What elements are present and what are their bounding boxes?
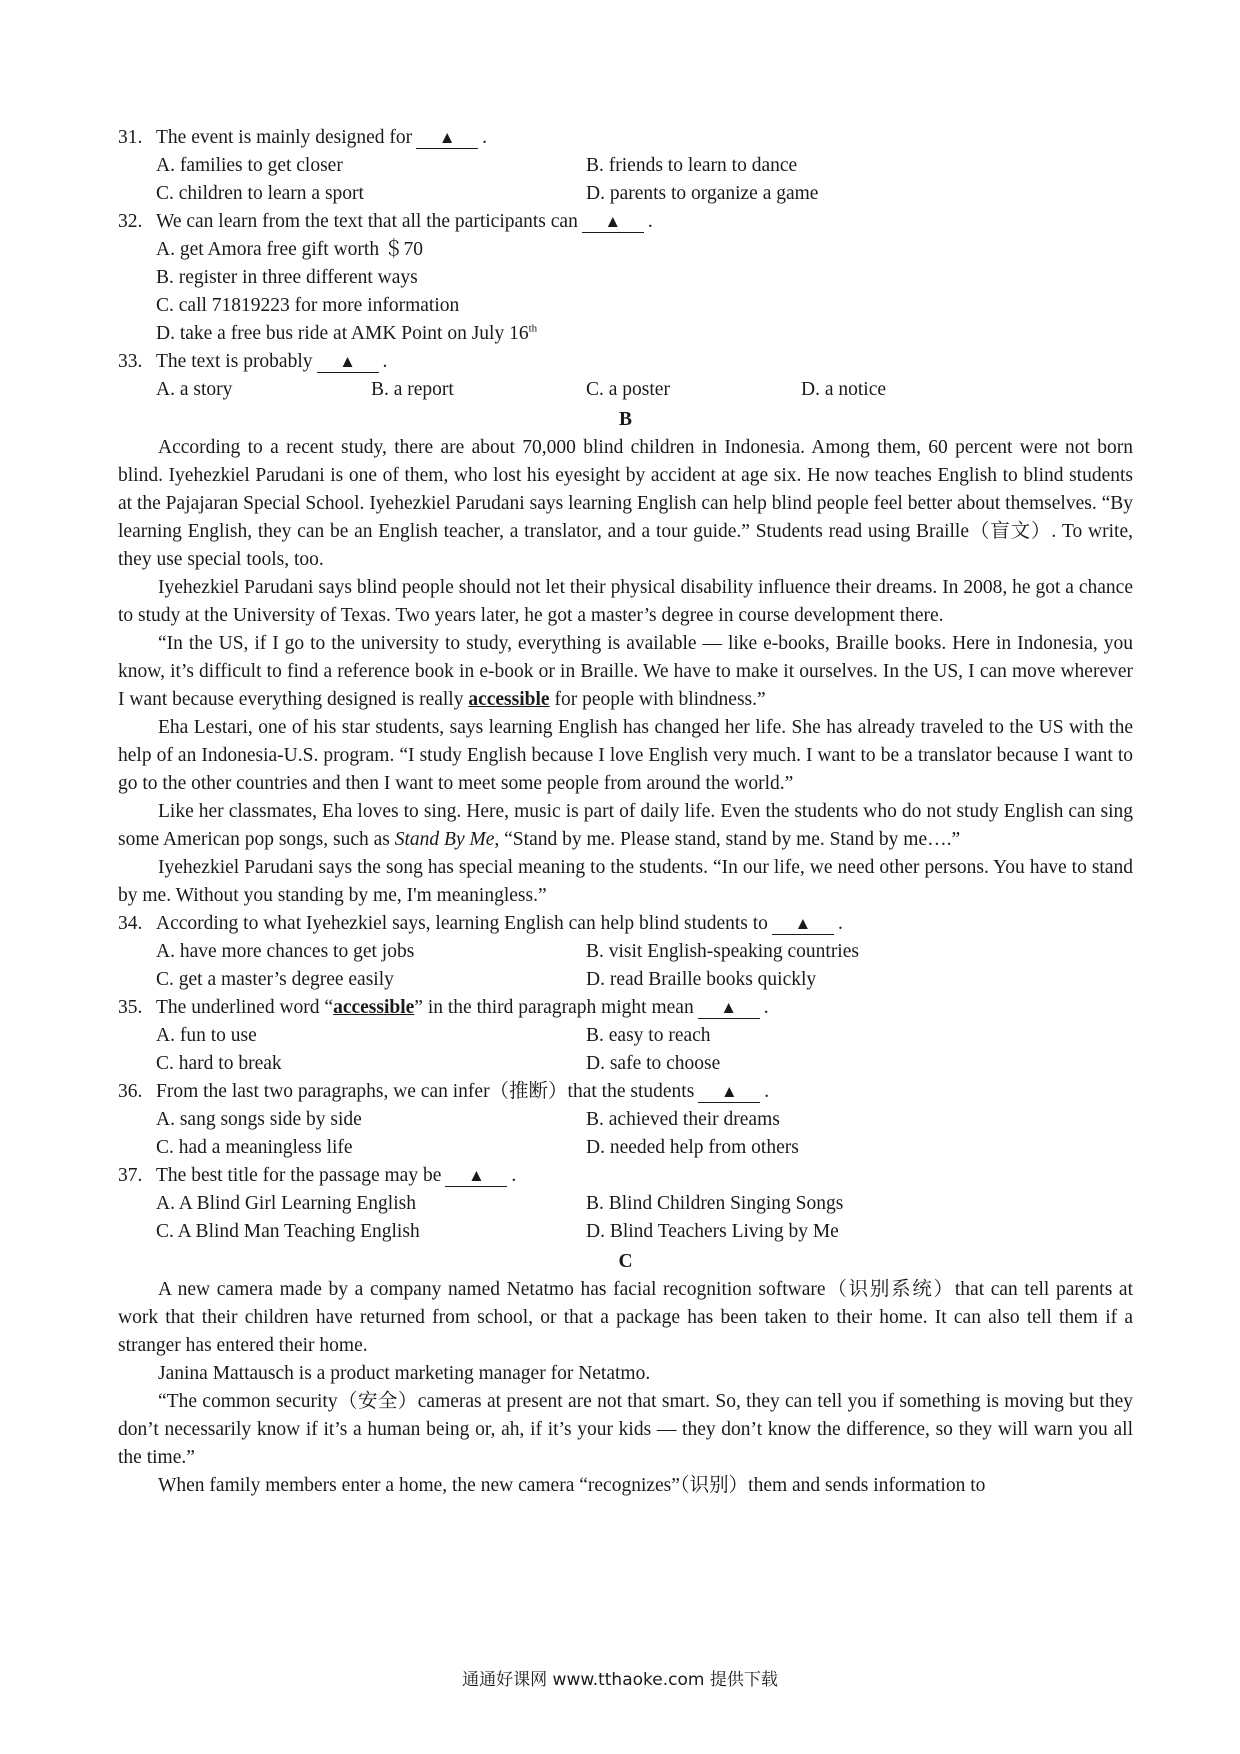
triangle-icon: ▲ [604,212,622,231]
option-b: B. easy to reach [586,1025,711,1046]
song-title: Stand By Me [394,829,495,850]
option-d: D. needed help from others [586,1137,799,1158]
option-a: A. have more chances to get jobs [156,941,415,962]
answer-blank [698,998,760,1019]
option-d: D. safe to choose [586,1053,721,1074]
option-c: C. had a meaningless life [156,1137,353,1158]
question-number: 32. [118,211,143,232]
question-number: 34. [118,913,143,934]
question-stem: The best title for the passage may be ▲ . [156,1165,517,1186]
question-stem: From the last two paragraphs, we can infer（推断）that the students ▲ . [156,1081,770,1102]
page-footer: 通通好课网 www.tthaoke.com 提供下载 [462,1670,778,1690]
option-d: D. a notice [801,379,887,400]
passage-paragraph: Iyehezkiel Parudani says blind people should not let their physical disability influence their dreams. In 2008, he got a chance to study at the University of Texas. Two years later, he got a master’s degree in course development there. [118,577,1133,626]
passage-paragraph: According to a recent study, there are about 70,000 blind children in Indonesia. Among them, 60 percent were not born blind. Iyehezkiel Parudani is one of them, who lost his eyesight by accident at age six. He now teaches English to blind students at the Pajajaran Special School. Iyehezkiel Parudani says learning English can help blind people feel better about themselves. “By learning English, they can be an English teacher, a translator, and a tour guide.” Students read using Braille（盲文）. To write, they use special tools, too. [118,437,1133,570]
underlined-word: accessible [333,997,415,1018]
answer-blank [445,1166,507,1187]
option-a: A. sang songs side by side [156,1109,362,1130]
option-a: A. A Blind Girl Learning English [156,1193,416,1214]
triangle-icon: ▲ [467,1166,485,1185]
underlined-word: accessible [468,689,550,710]
option-c: C. get a master’s degree easily [156,969,394,990]
option-a: A. get Amora free gift worth ＄70 [156,239,423,260]
question-stem: According to what Iyehezkiel says, learning English can help blind students to ▲ . [156,913,843,934]
question-number: 37. [118,1165,143,1186]
question-number: 33. [118,351,143,372]
option-d: D. Blind Teachers Living by Me [586,1221,839,1242]
passage-paragraph: Iyehezkiel Parudani says the song has special meaning to the students. “In our life, we need other persons. You have to stand by me. Without you standing by me, I'm meaningless.” [118,857,1133,906]
answer-blank [582,212,644,233]
section-heading-b: B [618,409,632,430]
question-stem: The text is probably ▲ . [156,351,388,372]
passage-paragraph: Janina Mattausch is a product marketing manager for Netatmo. [158,1363,651,1384]
passage-paragraph: When family members enter a home, the new camera “recognizes”（识别）them and sends information to [158,1475,986,1496]
passage-paragraph: A new camera made by a company named Netatmo has facial recognition software（识别系统）that can tell parents at work that their children have returned from school, or that a package has been taken to their home. It can also tell them if a stranger has entered their home. [118,1279,1133,1356]
option-d: D. parents to organize a game [586,183,819,204]
question-34 [118,910,1133,994]
answer-blank [317,352,379,373]
option-c: C. a poster [586,379,670,400]
passage-paragraph: “The common security（安全）cameras at present are not that smart. So, they can tell you if something is moving but they don’t necessarily know if it’s a human being or, ah, if it’s your kids — they don’t know the difference, so they will warn you all the time.” [118,1391,1133,1468]
question-36 [118,1078,1133,1162]
question-37 [118,1162,1133,1246]
option-a: A. fun to use [156,1025,257,1046]
question-number: 36. [118,1081,143,1102]
option-b: B. achieved their dreams [586,1109,780,1130]
triangle-icon: ▲ [720,998,738,1017]
option-c: C. call 71819223 for more information [156,295,460,316]
option-b: B. friends to learn to dance [586,155,798,176]
question-number: 31. [118,127,143,148]
answer-blank [698,1082,760,1103]
question-35 [118,994,1133,1078]
option-b: B. visit English-speaking countries [586,941,859,962]
option-c: C. A Blind Man Teaching English [156,1221,420,1242]
answer-blank [772,914,834,935]
triangle-icon: ▲ [794,914,812,933]
question-stem: We can learn from the text that all the participants can ▲ . [156,211,653,232]
page-content [118,124,1133,1500]
question-33 [118,348,1133,404]
option-a: A. a story [156,379,233,400]
triangle-icon: ▲ [438,128,456,147]
option-d: D. read Braille books quickly [586,969,817,990]
option-d: D. take a free bus ride at AMK Point on July 16th [156,322,538,344]
passage-paragraph: Eha Lestari, one of his star students, says learning English has changed her life. She has already traveled to the US with the help of an Indonesia-U.S. program. “I study English because I love English very much. I want to be a translator because I want to go to the other countries and then I want to meet some people from around the world.” [118,717,1133,794]
question-32 [118,208,1133,348]
answer-blank [416,128,478,149]
question-number: 35. [118,997,143,1018]
triangle-icon: ▲ [720,1082,738,1101]
question-stem: The underlined word “accessible” in the third paragraph might mean ▲ . [156,997,769,1018]
triangle-icon: ▲ [339,352,356,371]
passage-paragraph: “In the US, if I go to the university to study, everything is available — like e-books, Braille books. Here in Indonesia, you know, it’s difficult to find a reference book in e-book or in Braille. We have to make it ourselves. In the US, I can move wherever I want because everything designed is really accessible for people with blindness.” [118,633,1133,710]
option-c: C. children to learn a sport [156,183,364,204]
option-a: A. families to get closer [156,155,343,176]
option-b: B. Blind Children Singing Songs [586,1193,844,1214]
question-31 [118,124,1133,208]
question-stem: The event is mainly designed for ▲ . [156,127,488,148]
option-b: B. register in three different ways [156,267,418,288]
passage-paragraph: Like her classmates, Eha loves to sing. Here, music is part of daily life. Even the students who do not study English can sing some American pop songs, such as Stand By Me, “Stand by me. Please stand, stand by me. Stand by me….” [118,801,1133,850]
section-heading-c: C [618,1251,633,1272]
option-c: C. hard to break [156,1053,282,1074]
option-b: B. a report [371,379,454,400]
